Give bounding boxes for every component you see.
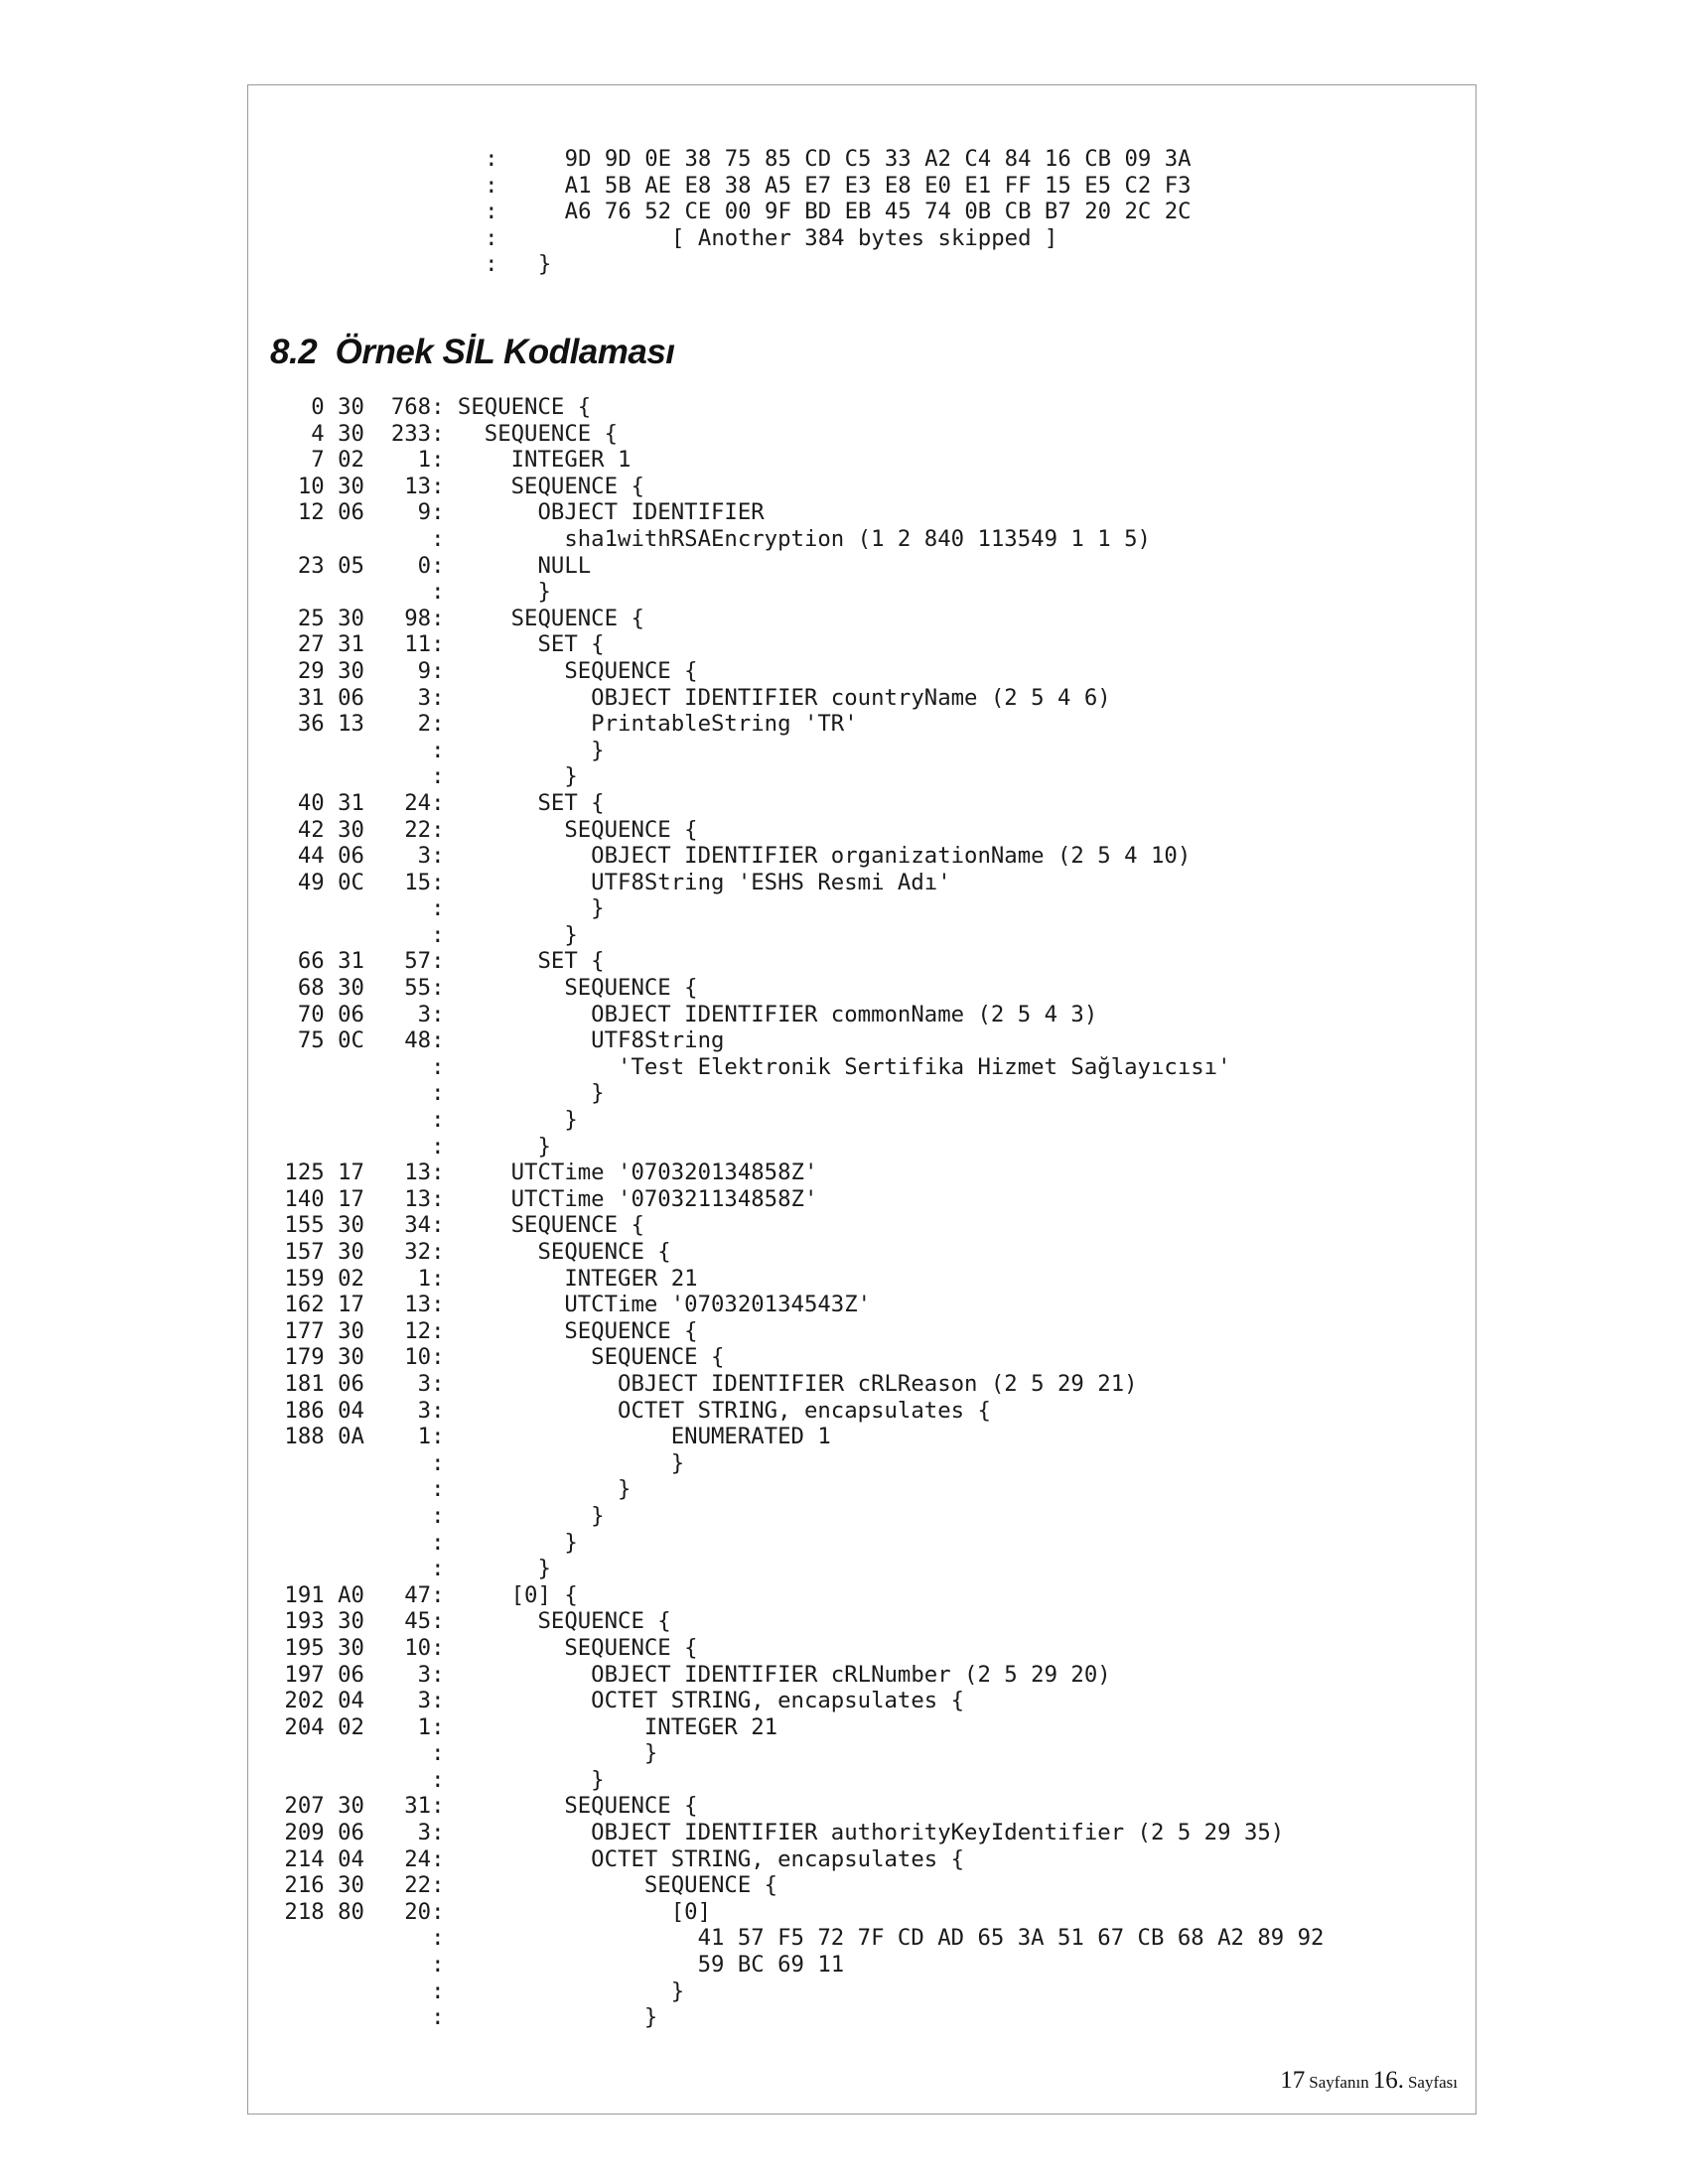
asn1-line: 177 30 12: SEQUENCE {: [271, 1317, 698, 1344]
asn1-line: 186 04 3: OCTET STRING, encapsulates {: [271, 1397, 991, 1424]
asn1-line: : }: [271, 1502, 605, 1529]
asn1-line: : }: [271, 1740, 658, 1767]
asn1-line: : }: [271, 1978, 685, 2004]
asn1-line: : }: [271, 1449, 685, 1476]
current-page: 16.: [1372, 2067, 1404, 2094]
total-pages: 17: [1280, 2067, 1306, 2094]
hex-dump-line: : 9D 9D 0E 38 75 85 CD C5 33 A2 C4 84 16 CB 09 3A: [418, 146, 1192, 172]
asn1-line: 25 30 98: SEQUENCE {: [271, 605, 644, 631]
asn1-line: 195 30 10: SEQUENCE {: [271, 1634, 698, 1661]
asn1-line: 68 30 55: SEQUENCE {: [271, 975, 698, 1002]
asn1-line: : }: [271, 579, 551, 606]
asn1-line: 29 30 9: SEQUENCE {: [271, 657, 698, 684]
asn1-line: 44 06 3: OBJECT IDENTIFIER organizationName (2 5 4 10): [271, 843, 1192, 870]
asn1-line: 31 06 3: OBJECT IDENTIFIER countryName (2 5 4 6): [271, 684, 1111, 711]
current-page-label: Sayfası: [1407, 2073, 1458, 2092]
asn1-line: 159 02 1: INTEGER 21: [271, 1265, 698, 1292]
asn1-line: 179 30 10: SEQUENCE {: [271, 1344, 725, 1371]
asn1-line: 36 13 2: PrintableString 'TR': [271, 711, 858, 738]
asn1-line: : }: [271, 1529, 578, 1556]
asn1-line: 23 05 0: NULL: [271, 552, 592, 579]
asn1-line: 49 0C 15: UTF8String 'ESHS Resmi Adı': [271, 869, 951, 895]
asn1-line: : }: [271, 1080, 605, 1107]
asn1-line: : }: [271, 737, 605, 763]
asn1-line: 207 30 31: SEQUENCE {: [271, 1793, 698, 1820]
asn1-line: : sha1withRSAEncryption (1 2 840 113549 1 1 5): [271, 525, 1151, 552]
asn1-line: 12 06 9: OBJECT IDENTIFIER: [271, 499, 765, 526]
section-title: Örnek SİL Kodlaması: [335, 333, 675, 371]
section-number: 8.2: [270, 333, 318, 371]
asn1-line: : }: [271, 763, 578, 790]
asn1-line: 162 17 13: UTCTime '070320134543Z': [271, 1292, 872, 1318]
hex-dump-continuation: [418, 146, 1192, 278]
asn1-line: 27 31 11: SET {: [271, 631, 605, 658]
asn1-line: : }: [271, 1107, 578, 1134]
asn1-line: : 41 57 F5 72 7F CD AD 65 3A 51 67 CB 68 A2 89 92: [271, 1925, 1325, 1952]
asn1-line: 70 06 3: OBJECT IDENTIFIER commonName (2 5 4 3): [271, 1001, 1098, 1027]
section-heading: [270, 333, 675, 372]
asn1-line: 75 0C 48: UTF8String: [271, 1027, 725, 1054]
asn1-line: 7 02 1: INTEGER 1: [271, 447, 632, 474]
asn1-line: 191 A0 47: [0] {: [271, 1581, 578, 1608]
asn1-dump: [271, 394, 1325, 2031]
asn1-line: 181 06 3: OBJECT IDENTIFIER cRLReason (2 5 29 21): [271, 1370, 1138, 1397]
asn1-line: 155 30 34: SEQUENCE {: [271, 1212, 644, 1239]
asn1-line: 125 17 13: UTCTime '070320134858Z': [271, 1160, 818, 1186]
asn1-line: : }: [271, 1476, 632, 1503]
asn1-line: 202 04 3: OCTET STRING, encapsulates {: [271, 1688, 965, 1714]
asn1-line: 157 30 32: SEQUENCE {: [271, 1239, 671, 1265]
asn1-line: : }: [271, 1766, 605, 1793]
asn1-line: 218 80 20: [0]: [271, 1898, 711, 1925]
hex-dump-line: : A1 5B AE E8 38 A5 E7 E3 E8 E0 E1 FF 15 E5 C2 F3: [418, 172, 1192, 199]
total-pages-label: Sayfanın: [1309, 2073, 1369, 2092]
asn1-line: 4 30 233: SEQUENCE {: [271, 420, 619, 447]
hex-dump-line: : [ Another 384 bytes skipped ]: [418, 224, 1058, 251]
page-footer: [1280, 2067, 1458, 2095]
asn1-line: 204 02 1: INTEGER 21: [271, 1713, 778, 1740]
asn1-line: 209 06 3: OBJECT IDENTIFIER authorityKeyIdentifier (2 5 29 35): [271, 1820, 1285, 1846]
asn1-line: : }: [271, 895, 605, 922]
asn1-line: 10 30 13: SEQUENCE {: [271, 473, 644, 499]
asn1-line: : }: [271, 2004, 658, 2031]
asn1-line: 0 30 768: SEQUENCE {: [271, 394, 592, 420]
asn1-line: 66 31 57: SET {: [271, 948, 605, 975]
hex-dump-line: : }: [418, 251, 552, 278]
asn1-line: : 59 BC 69 11: [271, 1952, 845, 1979]
asn1-line: 40 31 24: SET {: [271, 789, 605, 816]
asn1-line: 216 30 22: SEQUENCE {: [271, 1872, 778, 1899]
asn1-line: 193 30 45: SEQUENCE {: [271, 1608, 671, 1635]
asn1-line: 214 04 24: OCTET STRING, encapsulates {: [271, 1845, 965, 1872]
asn1-line: : }: [271, 921, 578, 948]
asn1-line: 197 06 3: OBJECT IDENTIFIER cRLNumber (2 5 29 20): [271, 1661, 1111, 1688]
hex-dump-line: : A6 76 52 CE 00 9F BD EB 45 74 0B CB B7 20 2C 2C: [418, 199, 1192, 225]
asn1-line: : 'Test Elektronik Sertifika Hizmet Sağlayıcısı': [271, 1053, 1231, 1080]
asn1-line: 140 17 13: UTCTime '070321134858Z': [271, 1185, 818, 1212]
asn1-line: : }: [271, 1133, 551, 1160]
asn1-line: 188 0A 1: ENUMERATED 1: [271, 1424, 831, 1450]
asn1-line: : }: [271, 1556, 551, 1582]
asn1-line: 42 30 22: SEQUENCE {: [271, 816, 698, 843]
